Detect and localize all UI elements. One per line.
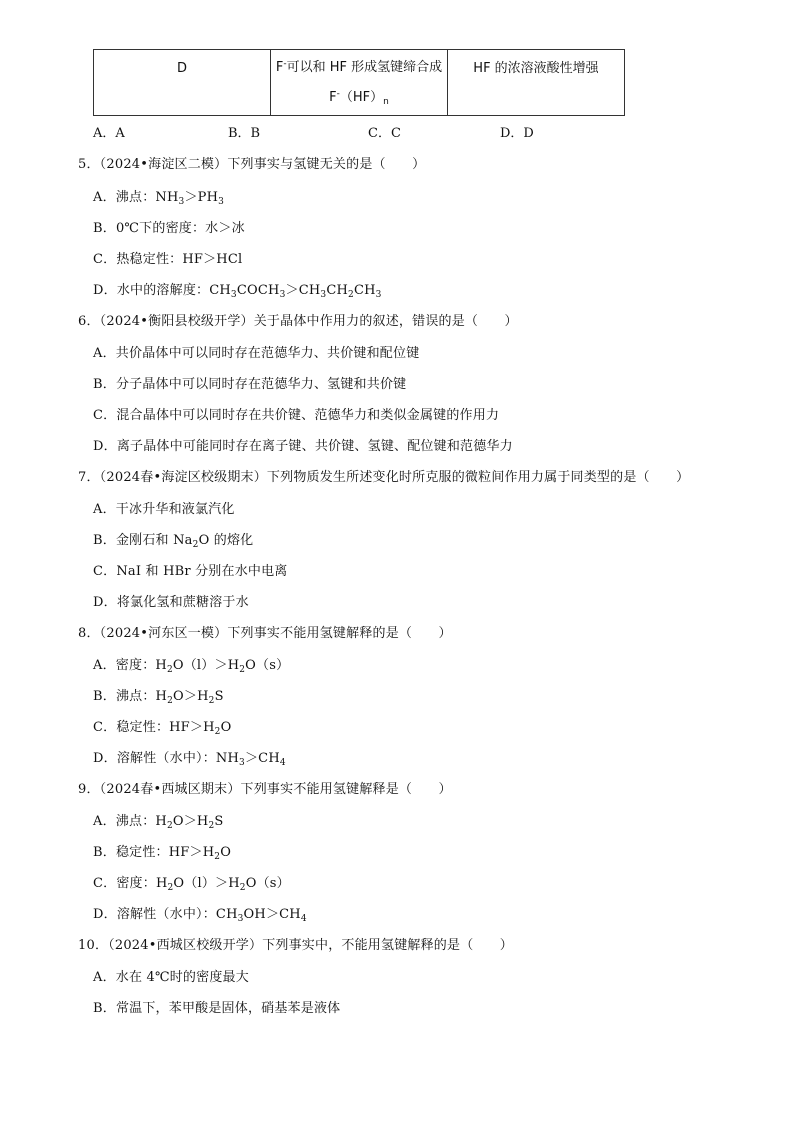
- q7-option-b[interactable]: B．金刚石和 $Na_2O$ 的熔化: [93, 533, 254, 550]
- q8-option-d[interactable]: D．溶解性（水中）：$NH_3>CH_4$: [93, 751, 286, 768]
- q5-option-d[interactable]: D．水中的溶解度：$CH_3COCH_3>CH_3CH_2CH_3$: [93, 283, 382, 300]
- option-a[interactable]: A．A: [93, 126, 125, 141]
- q10-option-a[interactable]: A．水在 4℃时的密度最大: [93, 970, 249, 985]
- question-9-stem: 9．（2024春•西城区期末）下列事实不能用氢键解释是（ ）: [78, 782, 452, 797]
- q10-option-b[interactable]: B．常温下，苯甲酸是固体，硝基苯是液体: [93, 1001, 341, 1016]
- table-cell-option: [94, 50, 271, 116]
- q9-option-d[interactable]: D．溶解性（水中）：$CH_3OH>CH_4$: [93, 907, 307, 924]
- q8-option-b[interactable]: B．沸点：$H_2O>H_2S$: [93, 689, 224, 706]
- q9-option-a[interactable]: A．沸点：$H_2O>H_2S$: [93, 814, 224, 831]
- question-8-stem: 8．（2024•河东区一模）下列事实不能用氢键解释的是（ ）: [78, 626, 452, 641]
- q8-option-a[interactable]: A．密度：$H_2O(l)>H_2O(s)$: [93, 658, 290, 675]
- q7-option-c[interactable]: C．NaI 和 HBr 分别在水中电离: [93, 564, 288, 579]
- option-d[interactable]: D．D: [500, 126, 534, 141]
- q9-option-c[interactable]: C．密度：$H_2O(l)>H_2O(s)$: [93, 876, 290, 893]
- question-5-stem: 5．（2024•海淀区二模）下列事实与氢键无关的是（ ）: [78, 157, 426, 172]
- option-b[interactable]: B．B: [228, 126, 261, 141]
- question-10-stem: 10．（2024•西城区校级开学）下列事实中，不能用氢键解释的是（ ）: [78, 938, 513, 953]
- question-7-stem: 7．（2024春•海淀区校级期末）下列物质发生所述变化时所克服的微粒间作用力属于同类型的是（ ）: [78, 470, 690, 485]
- q6-option-b[interactable]: B．分子晶体中可以同时存在范德华力、氢键和共价键: [93, 377, 407, 392]
- cell-text: D: [176, 61, 187, 76]
- q5-option-c[interactable]: C．热稳定性：HF＞HCl: [93, 252, 243, 267]
- q6-option-a[interactable]: A．共价晶体中可以同时存在范德华力、共价键和配位键: [93, 346, 420, 361]
- q6-option-d[interactable]: D．离子晶体中可能同时存在离子键、共价键、氢键、配位键和范德华力: [93, 439, 513, 454]
- q7-option-a[interactable]: A．干冰升华和液氯汽化: [93, 502, 235, 517]
- table-row: [94, 50, 625, 116]
- table-cell-fact: [448, 50, 625, 116]
- question-6-stem: 6．（2024•衡阳县校级开学）关于晶体中作用力的叙述，错误的是（ ）: [78, 314, 518, 329]
- q8-option-c[interactable]: C．稳定性：$HF>H_2O$: [93, 720, 232, 737]
- q5-option-b[interactable]: B．0℃下的密度：水＞冰: [93, 221, 245, 236]
- q7-option-d[interactable]: D．将氯化氢和蔗糖溶于水: [93, 595, 249, 610]
- q5-option-a[interactable]: A．沸点：$NH_3>PH_3$: [93, 190, 225, 207]
- option-c[interactable]: C．C: [368, 126, 401, 141]
- cell-text: HF 的浓溶液酸性增强: [473, 61, 599, 76]
- cell-text: F-可以和 HF 形成氢键缔合成 $F^-(HF)_n$: [275, 59, 443, 107]
- table-cell-reason: [271, 50, 448, 116]
- q6-option-c[interactable]: C．混合晶体中可以同时存在共价键、范德华力和类似金属键的作用力: [93, 408, 500, 423]
- answer-table: [93, 49, 625, 116]
- q9-option-b[interactable]: B．稳定性：$HF>H_2O$: [93, 845, 232, 862]
